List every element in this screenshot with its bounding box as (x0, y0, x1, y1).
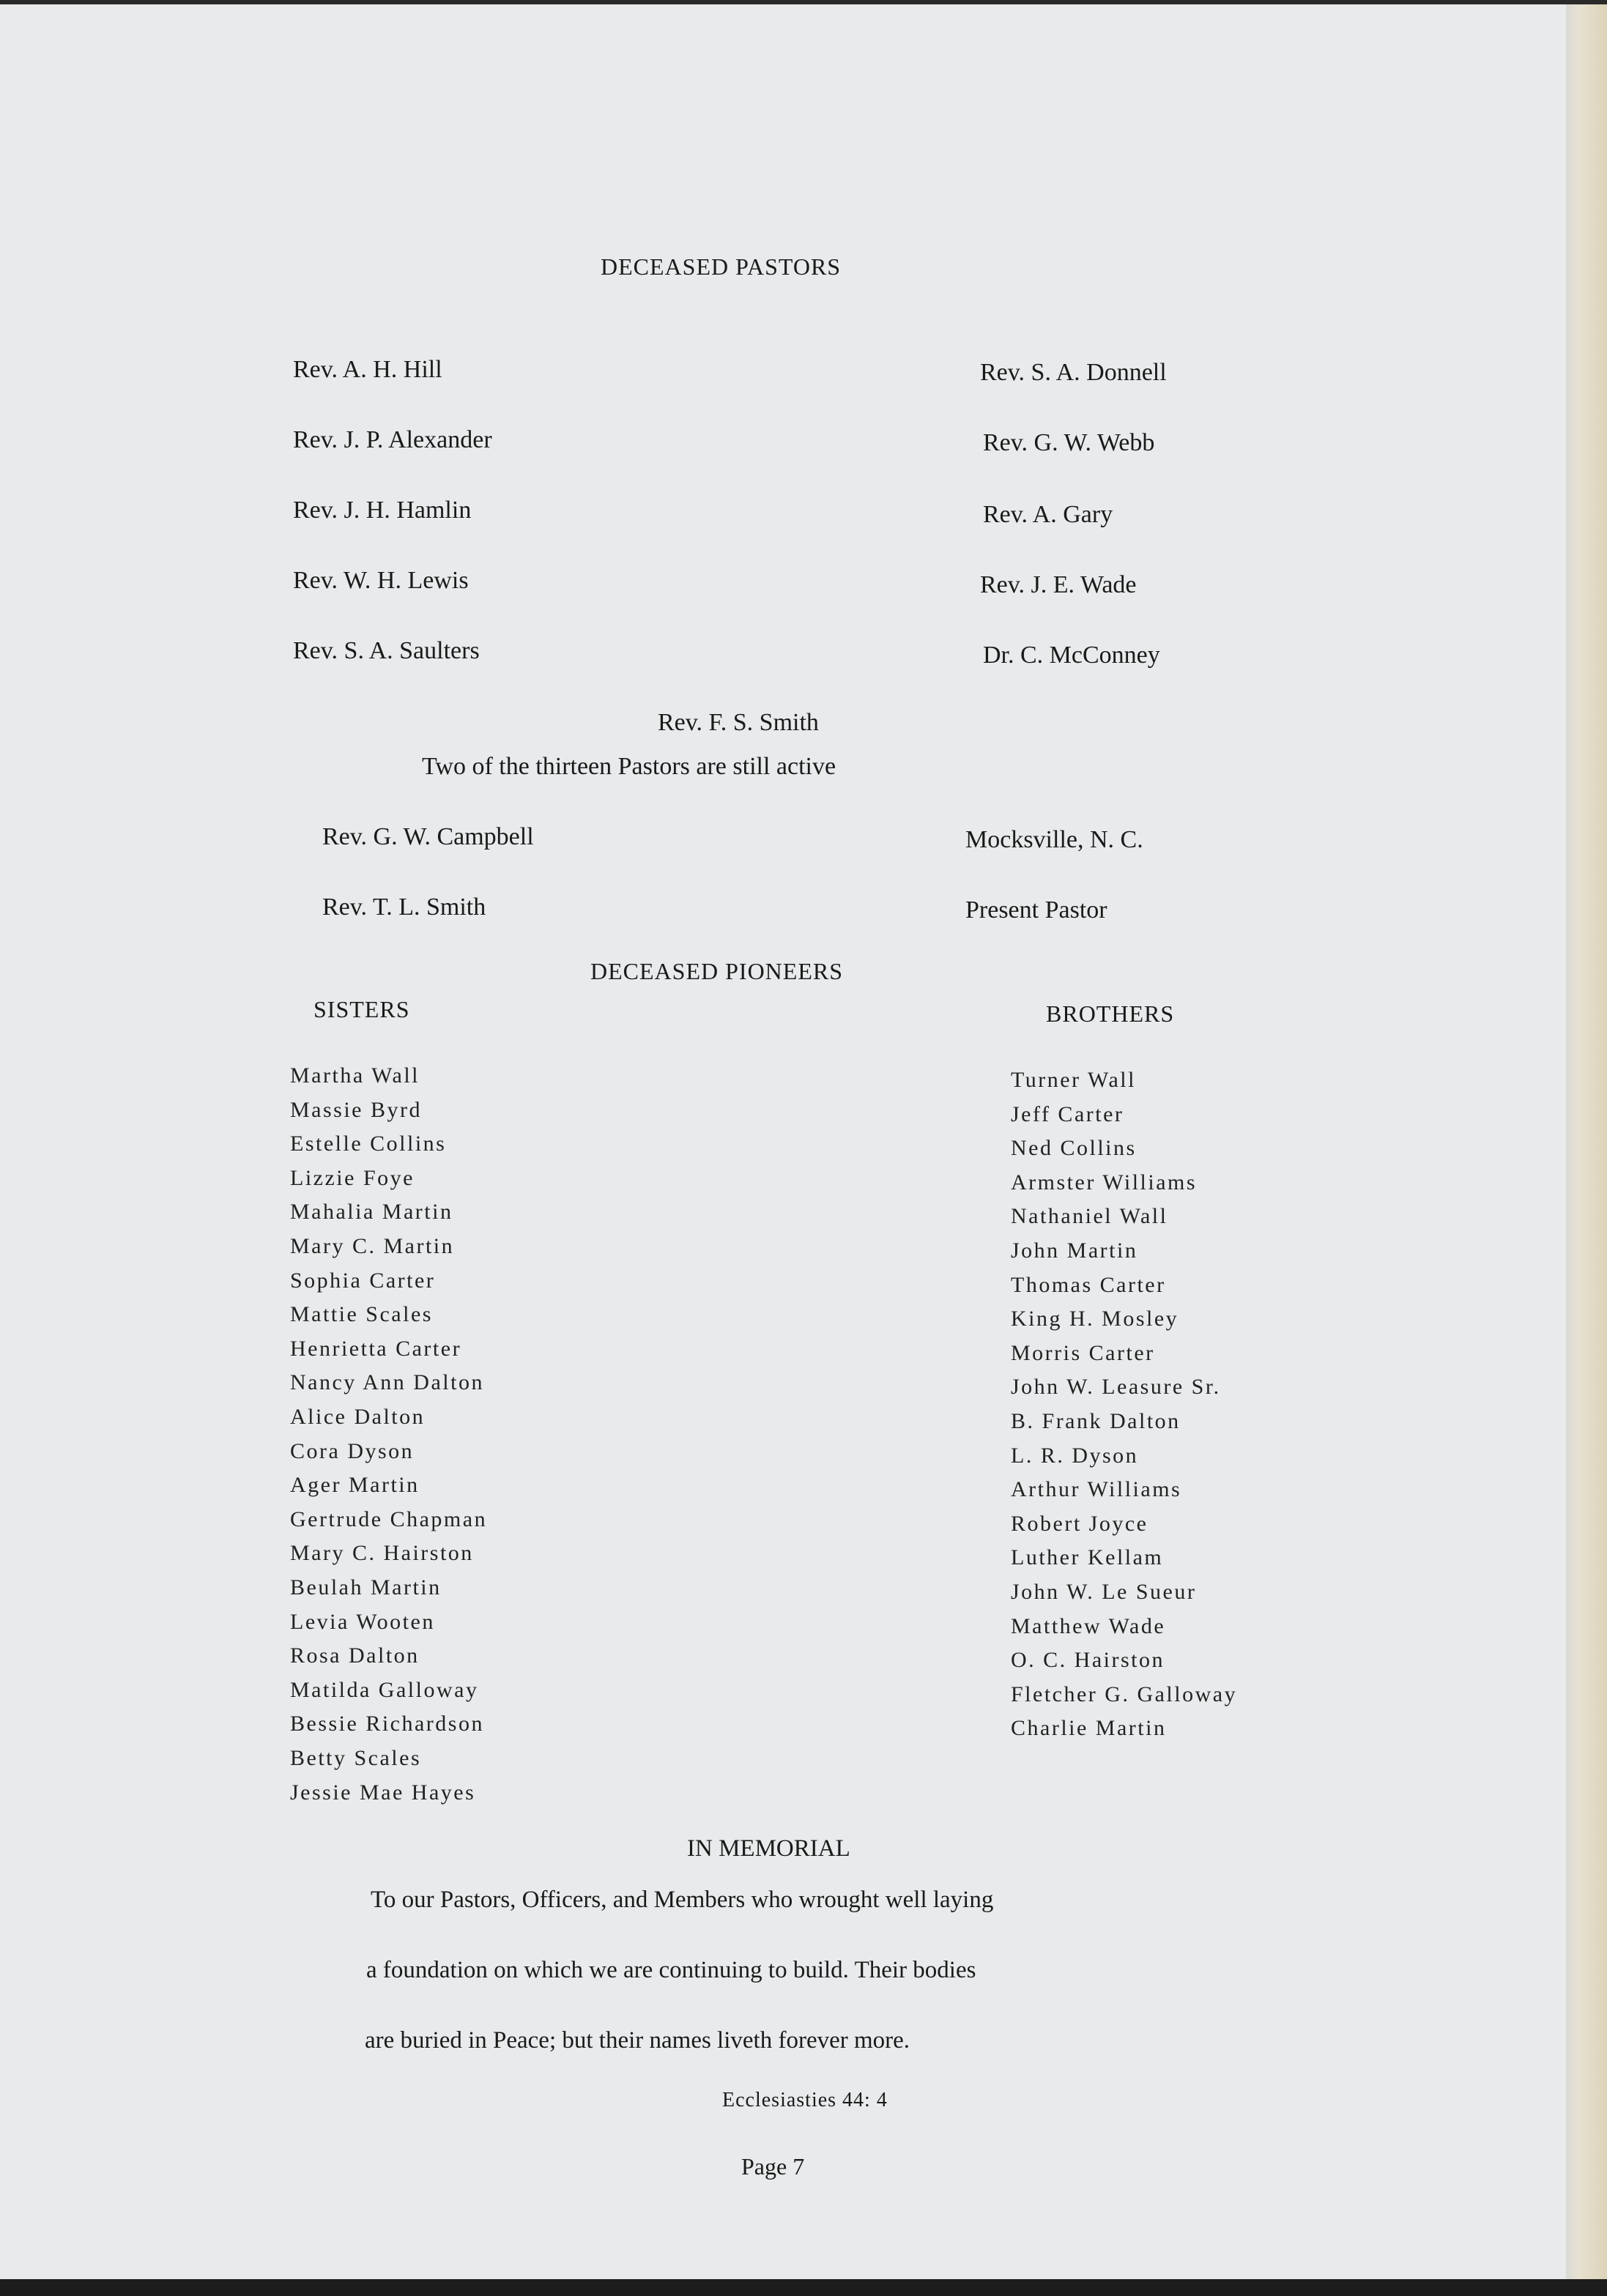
memorial-line: a foundation on which we are continuing to build. Their bodies (366, 1957, 976, 1983)
active-pastor-note: Present Pastor (965, 896, 1107, 924)
sister-name: Massie Byrd (290, 1097, 422, 1122)
pastor-left: Rev. S. A. Saulters (293, 637, 480, 664)
sister-name: Mattie Scales (290, 1302, 433, 1327)
brother-name: Charlie Martin (1011, 1716, 1167, 1741)
active-pastors-note: Two of the thirteen Pastors are still active (422, 753, 836, 780)
sister-name: Nancy Ann Dalton (290, 1370, 484, 1395)
pastor-right: Rev. S. A. Donnell (980, 359, 1167, 386)
sister-name: Rosa Dalton (290, 1643, 420, 1668)
active-pastor-note: Mocksville, N. C. (965, 826, 1143, 853)
sister-name: Ager Martin (290, 1473, 420, 1498)
sister-name: Estelle Collins (290, 1132, 447, 1156)
brother-name: Thomas Carter (1011, 1272, 1166, 1297)
deceased-pioneers-heading: DECEASED PIONEERS (590, 958, 844, 984)
brother-name: Nathaniel Wall (1011, 1204, 1168, 1229)
brother-name: John Martin (1011, 1238, 1138, 1263)
brother-name: Armster Williams (1011, 1170, 1198, 1195)
brother-name: John W. Le Sueur (1011, 1580, 1197, 1604)
brother-name: Luther Kellam (1011, 1545, 1164, 1570)
paper-edge (1566, 0, 1607, 2279)
pastor-right: Rev. G. W. Webb (983, 429, 1155, 456)
brother-name: Jeff Carter (1011, 1101, 1124, 1126)
sister-name: Mary C. Hairston (290, 1541, 474, 1566)
active-pastor-name: Rev. T. L. Smith (322, 893, 486, 921)
pastor-right: Dr. C. McConney (983, 642, 1160, 669)
page-number: Page 7 (741, 2153, 805, 2180)
pastor-center: Rev. F. S. Smith (658, 709, 819, 736)
brother-name: Ned Collins (1011, 1136, 1137, 1161)
brother-name: Morris Carter (1011, 1340, 1155, 1365)
sister-name: Martha Wall (290, 1063, 420, 1088)
brother-name: L. R. Dyson (1011, 1443, 1139, 1468)
brother-name: B. Frank Dalton (1011, 1409, 1181, 1433)
pastor-left: Rev. J. P. Alexander (293, 426, 492, 453)
sister-name: Beulah Martin (290, 1575, 442, 1600)
sister-name: Lizzie Foye (290, 1165, 415, 1190)
pastor-left: Rev. J. H. Hamlin (293, 497, 472, 524)
pastor-right: Rev. A. Gary (983, 501, 1113, 528)
brother-name: O. C. Hairston (1011, 1648, 1165, 1673)
brother-name: John W. Leasure Sr. (1011, 1375, 1221, 1400)
sisters-heading: SISTERS (313, 996, 410, 1022)
scan-border (0, 0, 1607, 4)
sister-name: Cora Dyson (290, 1438, 415, 1463)
memorial-line: To our Pastors, Officers, and Members who wrought well laying (371, 1887, 994, 1913)
brothers-heading: BROTHERS (1046, 1000, 1175, 1027)
memorial-line: are buried in Peace; but their names liveth forever more. (365, 2027, 910, 2054)
scripture-citation: Ecclesiasties 44: 4 (722, 2089, 888, 2111)
sister-name: Gertrude Chapman (290, 1506, 488, 1531)
brother-name: Matthew Wade (1011, 1613, 1166, 1638)
sister-name: Mary C. Martin (290, 1234, 455, 1258)
pastor-right: Rev. J. E. Wade (980, 571, 1137, 598)
sister-name: Henrietta Carter (290, 1336, 462, 1361)
brother-name: Arthur Williams (1011, 1477, 1182, 1502)
sister-name: Matilda Galloway (290, 1677, 479, 1702)
sister-name: Bessie Richardson (290, 1712, 484, 1736)
brother-name: Fletcher G. Galloway (1011, 1682, 1238, 1706)
pastor-left: Rev. A. H. Hill (293, 356, 442, 383)
active-pastor-name: Rev. G. W. Campbell (322, 823, 534, 850)
in-memorial-heading: IN MEMORIAL (687, 1835, 850, 1862)
pastor-left: Rev. W. H. Lewis (293, 567, 469, 594)
deceased-pastors-heading: DECEASED PASTORS (601, 253, 842, 280)
sister-name: Sophia Carter (290, 1268, 436, 1293)
brother-name: Robert Joyce (1011, 1511, 1148, 1536)
sister-name: Alice Dalton (290, 1405, 426, 1429)
brother-name: Turner Wall (1011, 1068, 1136, 1092)
sister-name: Betty Scales (290, 1746, 422, 1770)
brother-name: King H. Mosley (1011, 1307, 1179, 1331)
sister-name: Jessie Mae Hayes (290, 1780, 476, 1805)
sister-name: Mahalia Martin (290, 1200, 453, 1225)
sister-name: Levia Wooten (290, 1609, 435, 1634)
